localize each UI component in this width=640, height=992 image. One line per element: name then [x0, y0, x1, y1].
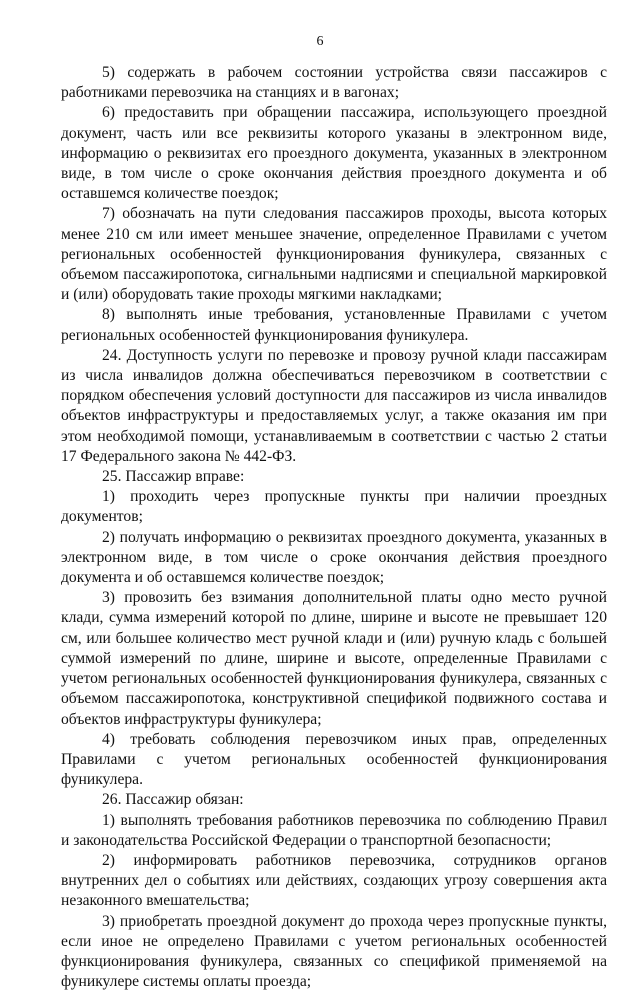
paragraph-duties-item-3: 3) приобретать проездной документ до прохода через пропускные пункты, если иное не определено Правилами с учетом региональных особенностей функционирования фуникулера, связанных со спецификой применяемой на фуникулере системы оплаты проезда; — [61, 912, 607, 991]
paragraph-clause-25-heading: 25. Пассажир вправе: — [102, 468, 245, 486]
paragraph-item-6-ticket-info: 6) предоставить при обращении пассажира, использующего проездной документ, часть или все реквизиты которого указаны в электронном виде, информацию о реквизитах его проездного документа, указанных в электронном виде, в том числе о сроке окончания действия проездного документа и об оставшемся количестве поездок; — [61, 104, 607, 203]
paragraph-duties-item-2: 2) информировать работников перевозчика, сотрудников органов внутренних дел о событиях или действиях, создающих угрозу совершения акта незаконного вмешательства; — [61, 851, 607, 910]
document-body — [61, 63, 607, 992]
paragraph-item-8-other-requirements: 8) выполнять иные требования, установленные Правилами с учетом региональных особенностей функционирования фуникулера. — [61, 306, 607, 344]
paragraph-clause-26-heading: 26. Пассажир обязан: — [102, 791, 244, 809]
paragraph-clause-24-accessibility: 24. Доступность услуги по перевозке и провозу ручной клади пассажирам из числа инвалидов должна обеспечиваться перевозчиком в соответствии с порядком обеспечения условий доступности для пассажиров из числа инвалидов объектов инфраструктуры и предоставляемых услуг, а также оказания им при этом необходимой помощи, устанавливаемым в соответствии с частью 2 статьи 17 Федерального закона № 442-ФЗ. — [61, 346, 607, 465]
paragraph-rights-item-1: 1) проходить через пропускные пункты при наличии проездных документов; — [61, 488, 607, 526]
paragraph-rights-item-3: 3) провозить без взимания дополнительной платы одно место ручной клади, сумма измерений которой по длине, ширине и высоте не превышает 120 см, или большее количество мест ручной клади и (или) ручную кладь с большей суммой измерений по длине, ширине и высоте, определенные Правилами с учетом региональных особенностей функционирования фуникулера, связанных с объемом пассажиропотока, конструктивной спецификой подвижного состава и объектов инфраструктуры фуникулера; — [61, 589, 607, 728]
paragraph-rights-item-4: 4) требовать соблюдения перевозчиком иных прав, определенных Правилами с учетом региональных особенностей функционирования фуникулера. — [61, 730, 607, 789]
paragraph-item-5-communication: 5) содержать в рабочем состоянии устройства связи пассажиров с работниками перевозчика на станциях и в вагонах; — [61, 64, 607, 102]
paragraph-duties-item-1: 1) выполнять требования работников перевозчика по соблюдению Правил и законодательства Российской Федерации о транспортной безопасности; — [61, 811, 607, 849]
page-number: 6 — [316, 34, 324, 49]
paragraph-item-7-passage-marking: 7) обозначать на пути следования пассажиров проходы, высота которых менее 210 см или имеет меньшее значение, определенное Правилами с учетом региональных особенностей функционирования фуникулера, связанных с объемом пассажиропотока, сигнальными надписями и специальной маркировкой и (или) оборудовать такие проходы мягкими накладками; — [61, 205, 607, 304]
paragraph-rights-item-2: 2) получать информацию о реквизитах проездного документа, указанных в электронном виде, в том числе о сроке окончания действия проездного документа и об оставшемся количестве поездок; — [61, 528, 607, 587]
